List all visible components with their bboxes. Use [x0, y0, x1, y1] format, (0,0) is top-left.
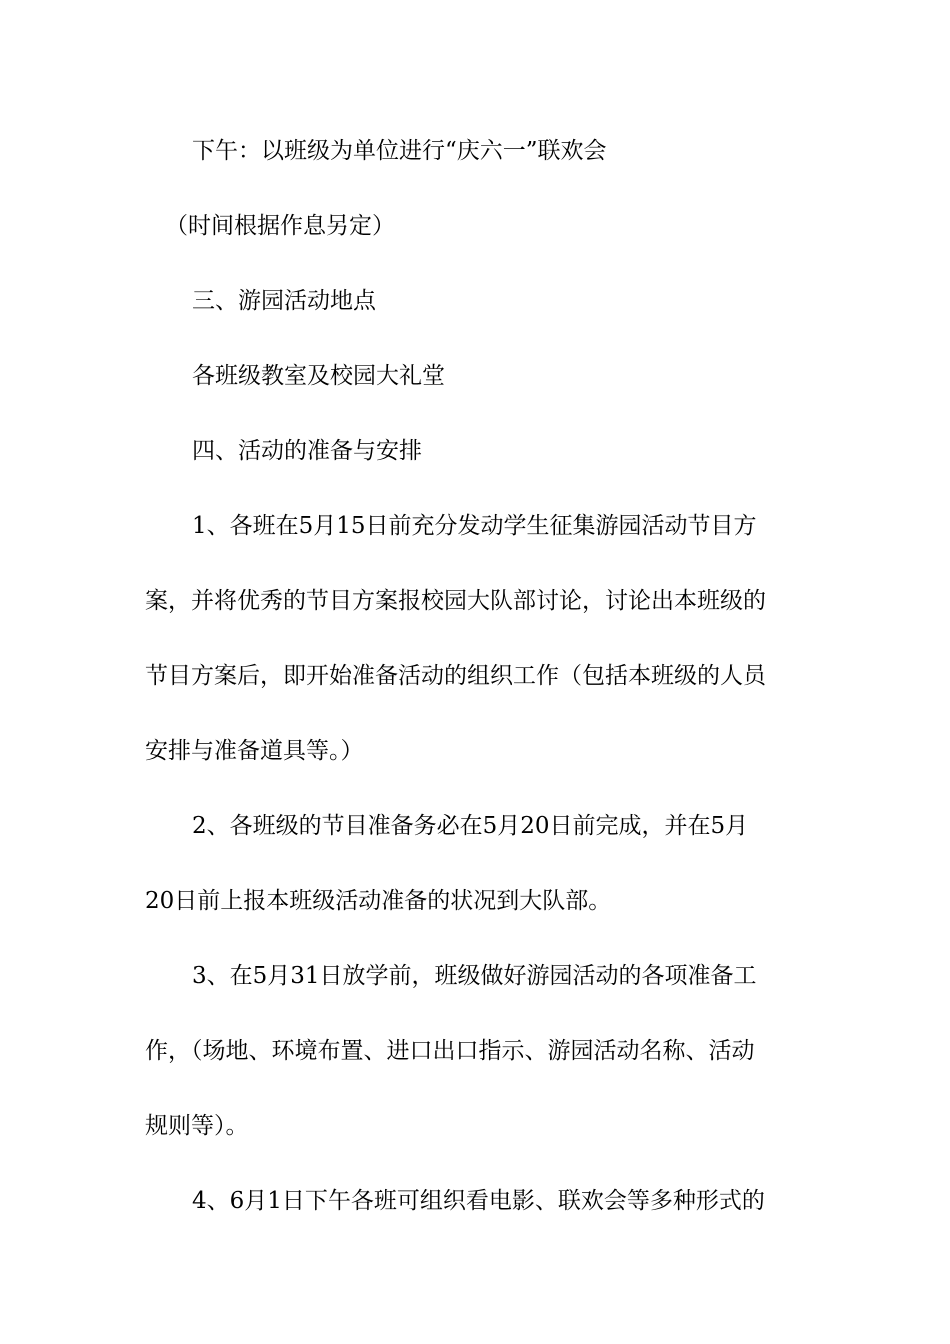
- text-line: 4、6月1日下午各班可组织看电影、联欢会等多种形式的: [192, 1188, 765, 1214]
- text-line: （时间根据作息另定）: [165, 213, 395, 239]
- text-line: 作，（场地、环境布置、进口出口指示、游园活动名称、活动: [145, 1038, 755, 1064]
- section-heading: 四、活动的准备与安排: [192, 438, 422, 464]
- text-line: 各班级教室及校园大礼堂: [192, 363, 445, 389]
- text-line: 案，并将优秀的节目方案报校园大队部讨论，讨论出本班级的: [145, 588, 766, 614]
- document-body: [145, 132, 807, 1257]
- text-line: 3、在5月31日放学前，班级做好游园活动的各项准备工: [192, 963, 757, 989]
- text-line: 20日前上报本班级活动准备的状况到大队部。: [145, 888, 612, 914]
- text-line: 下午：以班级为单位进行“庆六一”联欢会: [192, 138, 607, 164]
- text-line: 1、各班在5月15日前充分发动学生征集游园活动节目方: [192, 513, 757, 539]
- text-line: 2、各班级的节目准备务必在5月20日前完成，并在5月: [192, 813, 749, 839]
- text-line: 安排与准备道具等。）: [145, 738, 364, 764]
- text-line: 节目方案后，即开始准备活动的组织工作（包括本班级的人员: [145, 663, 766, 689]
- section-heading: 三、游园活动地点: [192, 288, 376, 314]
- text-line: 规则等）。: [145, 1113, 249, 1139]
